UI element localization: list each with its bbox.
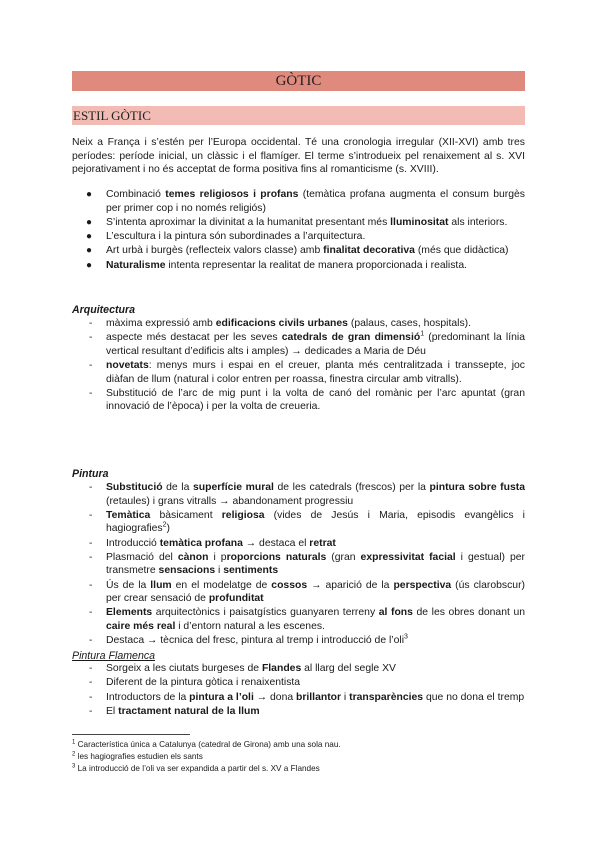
list-item: - Substitució de la superfície mural de les catedrals (frescos) per la pintura sobre fusta (retaules) i grans vitralls → abandonament progressiu [89, 482, 526, 507]
section-title: ESTIL GÒTIC [72, 106, 525, 125]
dash-marker: - [89, 332, 93, 344]
footnote: $^1$ Característica única a Catalunya (catedral de Girona) amb una sola nau. [72, 739, 341, 749]
dash-marker: - [89, 509, 93, 521]
list-item: - Destaca → tècnica del fresc, pintura al tremp i introducció de l’oli$^3$ [89, 633, 408, 647]
dash-marker: - [89, 318, 93, 329]
list-item: - Substitució de l’arc de mig punt i la volta de canó del romànic per l’arc apuntat (gran innovació de l’època) i per la volta de creueria. [89, 387, 525, 413]
arquitectura-list [72, 317, 525, 415]
list-item: - Sorgeix a les ciutats burgeses de Flandes al llarg del segle XV [89, 663, 396, 674]
list-item: - El tractament natural de la llum [89, 705, 260, 717]
dash-marker: - [89, 537, 93, 549]
bullet-marker: ● [86, 245, 93, 257]
list-item: ● Combinació temes religiosos i profans (temàtica profana augmenta el consum burgès per primer cop i no només religiós) [86, 189, 525, 214]
list-item: ● L’escultura i la pintura són subordinades a l’arquitectura. [86, 231, 366, 243]
bullet-marker: ● [86, 231, 93, 243]
bullet-marker: ● [86, 189, 93, 200]
list-item: - Introducció temàtica profana → destaca el retrat [89, 537, 336, 549]
pintura-flamenca-heading: Pintura Flamenca [72, 650, 156, 662]
footnote-ref: 2 [162, 521, 167, 529]
pintura-flamenca-list [72, 662, 525, 719]
bullet-marker: ● [86, 216, 93, 228]
page-title: GÒTIC [72, 71, 525, 91]
footnote-ref: 1 [420, 330, 425, 338]
list-item: - Plasmació del cànon i proporcions naturals (gran expressivitat facial i gestual) per transmetre sensacions i sentiments [89, 551, 525, 577]
features-list [72, 188, 525, 273]
bullet-marker: ● [86, 259, 93, 271]
list-item: - Temàtica bàsicament religiosa (vides de Jesús i Maria, episodis evangèlics i hagiografies$^2$) [89, 509, 525, 535]
list-item: ● Naturalisme intenta representar la realitat de manera proporcionada i realista. [86, 259, 467, 271]
list-item: - Introductors de la pintura a l’oli → dona brillantor i transparències que no dona el tremp [89, 691, 525, 703]
list-item: - Elements arquitectònics i paisatgístics guanyaren terreny al fons de les obres donant un caire més real i d’entorn natural a les escenes. [89, 607, 525, 632]
footnote-ref: 3 [404, 633, 408, 641]
footnote: $^3$ La introducció de l’oli va ser expandida a partir del s. XV a Flandes [72, 763, 320, 773]
dash-marker: - [89, 663, 93, 674]
arquitectura-heading: Arquitectura [72, 304, 135, 316]
dash-marker: - [89, 705, 93, 717]
dash-marker: - [89, 387, 93, 399]
dash-marker: - [89, 607, 93, 619]
list-item: ● S’intenta aproximar la divinitat a la humanitat presentant més lluminositat als interiors. [86, 216, 508, 228]
dash-marker: - [89, 482, 93, 493]
dash-marker: - [89, 551, 93, 563]
dash-marker: - [89, 691, 93, 703]
list-item: - Diferent de la pintura gòtica i renaixentista [89, 677, 301, 689]
pintura-heading: Pintura [72, 468, 109, 480]
footnote-separator [72, 734, 190, 735]
list-item: - novetats: menys murs i espai en el creuer, planta més centralitzada i transsepte, joc diàfan de llum (natural i color entren per roassa, finestra circular amb vitralls). [89, 360, 525, 385]
list-item: ● Art urbà i burgès (reflecteix valors classe) amb finalitat decorativa (més que didàctica) [86, 245, 509, 257]
list-item: - aspecte més destacat per les seves catedrals de gran dimensió$^1$ (predominant la línia vertical resultant d’edificis alts i amples) → dedicades a Maria de Déu [89, 330, 525, 357]
dash-marker: - [89, 579, 93, 591]
footnote: $^2$ les hagiografies estudien els sants [72, 751, 203, 761]
list-item: - Ús de la llum en el modelatge de cossos → aparició de la perspectiva (ús clarobscur) per crear sensació de profunditat [89, 579, 525, 605]
intro-paragraph: Neix a França i s’estén per l’Europa occidental. Té una cronologia irregular (XII-XVI) amb tres períodes: període inicial, un clàssic i el flamíger. El terme s’introdueix pel renaixement al s. XVI pejorativament i no és acceptat de forma positiva fins al romanticisme (s. XVIII). [72, 137, 525, 175]
list-item: - màxima expressió amb edificacions civils urbanes (palaus, cases, hospitals). [89, 318, 471, 329]
pintura-list [72, 481, 525, 649]
dash-marker: - [89, 635, 93, 647]
dash-marker: - [89, 360, 93, 372]
dash-marker: - [89, 677, 93, 689]
